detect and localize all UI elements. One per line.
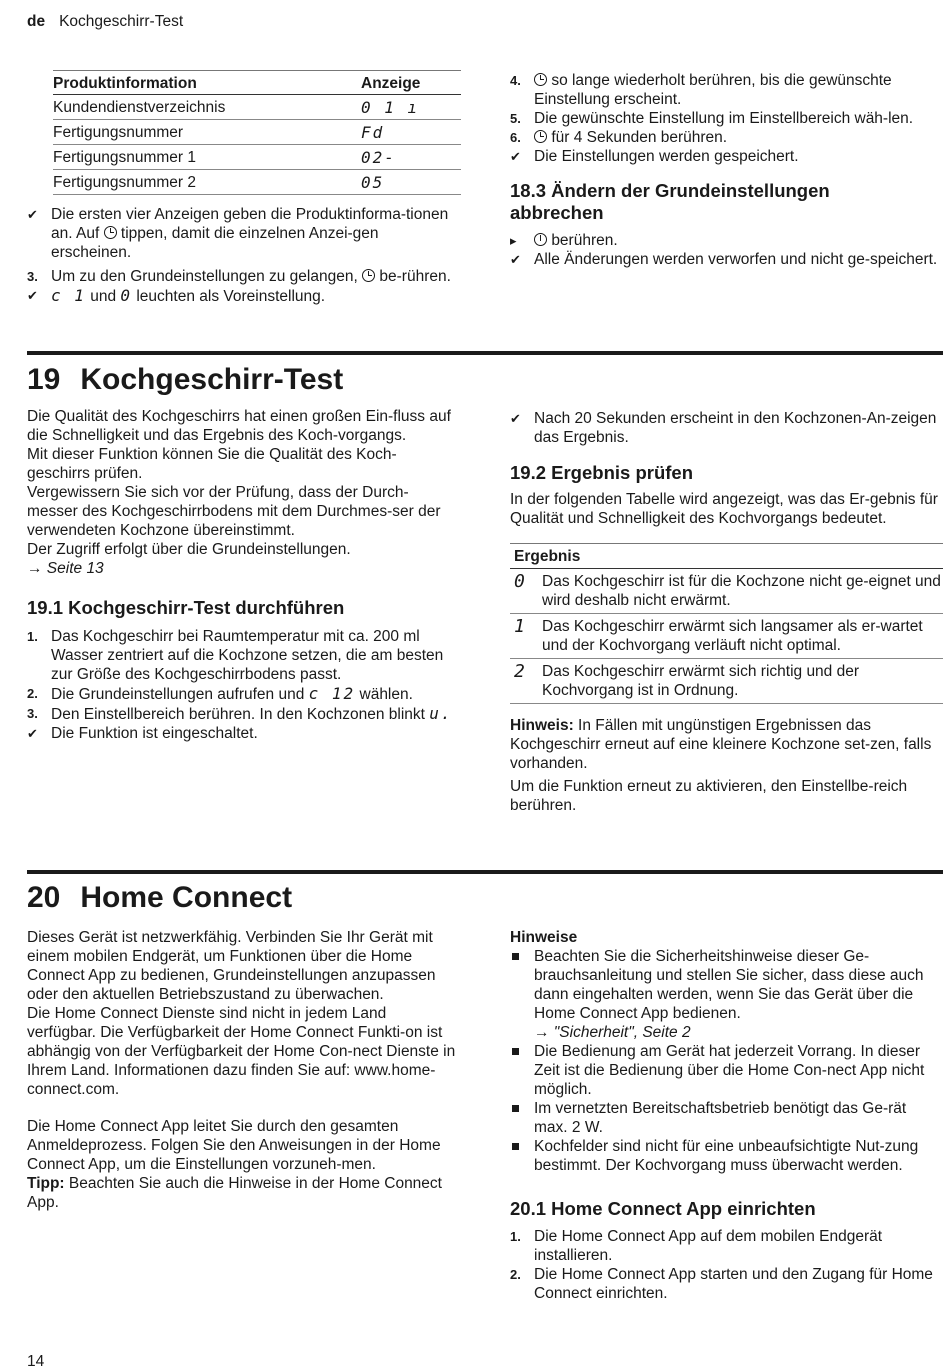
bullet-item: Beachten Sie die Sicherheitshinweise dieser Ge-brauchsanleitung und stellen Sie sicher, dass diese auch dann eingehalten werden, wenn Sie das Gerät über die Home Connect App bedienen. → "Sicherheit", Seite 2 [510, 947, 944, 1042]
table-cell: Fertigungsnummer 2 [53, 170, 361, 195]
result-item: ✔ Die ersten vier Anzeigen geben die Produktinforma-tionen an. Auf tippen, damit die einzelnen Anzei-gen erscheinen. [27, 206, 449, 261]
tip-paragraph: Tipp: Beachten Sie auch die Hinweise in der Home Connect App. [27, 1175, 442, 1211]
paragraph: Der Zugriff erfolgt über die Grundeinstellungen. [27, 541, 351, 558]
step-number: 4. [510, 73, 521, 88]
top-right-column [510, 71, 944, 269]
check-icon: ✔ [27, 726, 38, 741]
section-rule [27, 351, 943, 355]
bullet-item: Die Bedienung am Gerät hat jederzeit Vorrang. In dieser Zeit ist die Bedienung über die Home Con-nect App nicht möglich. [510, 1042, 944, 1099]
clock-icon [534, 130, 547, 143]
bullet-item: Im vernetzten Bereitschaftsbetrieb benötigt das Ge-rät max. 2 W. [510, 1099, 944, 1137]
s19-left-column [27, 407, 457, 743]
paragraph: Vergewissern Sie sich vor der Prüfung, dass der Durch-messer des Kochgeschirrbodens mit dem Durchmes-ser der verwendeten Kochzone übereinstimmt. [27, 484, 441, 539]
language-code: de [27, 13, 46, 30]
step-item: 5. Die gewünschte Einstellung im Einstellbereich wäh-len. [510, 110, 914, 127]
display-symbol: 0 [510, 569, 542, 614]
display-symbol: 05 [361, 170, 461, 195]
arrow-icon: ▸ [510, 233, 517, 248]
step-number: 1. [27, 629, 38, 644]
table-row [53, 170, 461, 195]
paragraph: Um die Funktion erneut zu aktivieren, den Einstellbe-reich berühren. [510, 778, 908, 814]
table-cell: Das Kochgeschirr erwärmt sich langsamer als er-wartet und der Kochvorgang verläuft nicht optimal. [542, 614, 943, 659]
table-row [510, 659, 943, 704]
table-header: Ergebnis [510, 544, 943, 569]
bullet-item: Kochfelder sind nicht für eine unbeaufsichtigte Nut-zung bestimmt. Der Kochvorgang muss überwacht werden. [510, 1137, 944, 1175]
display-symbol: u. [429, 704, 453, 723]
result-item: ✔ Die Einstellungen werden gespeichert. [510, 148, 799, 165]
step-number: 1. [510, 1229, 521, 1244]
result-item: ✔ c 1 und 0 leuchten als Voreinstellung. [27, 286, 326, 305]
page-number: 14 [27, 1353, 45, 1370]
table-cell: Das Kochgeschirr ist für die Kochzone nicht ge-eignet und wird deshalb nicht erwärmt. [542, 569, 943, 614]
bullet-icon [512, 953, 519, 960]
page-reference-link[interactable]: → Seite 13 [27, 560, 104, 577]
display-symbol: 02- [361, 145, 461, 170]
table-header: Anzeige [361, 71, 461, 95]
table-header: Produktinformation [53, 71, 361, 95]
table-cell: Fertigungsnummer [53, 120, 361, 145]
tip-label: Tipp: [27, 1175, 65, 1192]
display-symbol: 0 1 ı [361, 95, 461, 120]
paragraph: Die Home Connect App leitet Sie durch den gesamten Anmeldeprozess. Folgen Sie den Anweisungen in der Home Connect App, um die Einstellungen vorzuneh-men. [27, 1118, 441, 1173]
clock-icon [362, 269, 375, 282]
chapter-title: 19 Kochgeschirr-Test [27, 363, 344, 396]
section-heading: 18.3 Ändern der Grundeinstellungen abbrechen [510, 180, 830, 223]
s20-left-column [27, 928, 459, 1212]
check-icon: ✔ [510, 411, 521, 426]
section-heading: 20.1 Home Connect App einrichten [510, 1198, 816, 1219]
display-symbol: Fd [361, 120, 461, 145]
section-heading: 19.2 Ergebnis prüfen [510, 462, 693, 483]
notes-title: Hinweise [510, 929, 578, 946]
table-cell: Kundendienstverzeichnis [53, 95, 361, 120]
clock-icon [104, 226, 117, 239]
display-symbol: c 12 [308, 684, 356, 703]
paragraph: Dieses Gerät ist netzwerkfähig. Verbinden Sie Ihr Gerät mit einem mobilen Endgerät, um Funktionen über die Home Connect App zu bedienen, Grundeinstellungen anzupassen oder den aktuellen Betriebszustand zu überwachen. [27, 929, 436, 1003]
result-item: ✔ Alle Änderungen werden verworfen und nicht ge-speichert. [510, 251, 938, 268]
step-number: 6. [510, 130, 521, 145]
display-symbol: c 1 [51, 286, 86, 305]
bullet-icon [512, 1048, 519, 1055]
table-row [510, 569, 943, 614]
table-header-row [53, 71, 461, 95]
check-icon: ✔ [510, 149, 521, 164]
step-item: 6. für 4 Sekunden berühren. [510, 129, 728, 146]
bullet-icon [512, 1143, 519, 1150]
step-item: 1. Die Home Connect App auf dem mobilen Endgerät installieren. [510, 1228, 883, 1264]
power-icon [534, 233, 547, 246]
check-icon: ✔ [27, 207, 38, 222]
step-item: 1. Das Kochgeschirr bei Raumtemperatur mit ca. 200 ml Wasser zentriert auf die Kochzone setzen, die am besten zur Größe des Kochgeschirrbodens passt. [27, 628, 444, 683]
product-info-table [53, 70, 461, 195]
s19-right-column [510, 409, 944, 815]
chapter-title: 20 Home Connect [27, 881, 293, 914]
step-item: 3. Um zu den Grundeinstellungen zu gelangen, be-rühren. [27, 268, 451, 285]
check-icon: ✔ [510, 252, 521, 267]
result-item: ✔ Die Funktion ist eingeschaltet. [27, 725, 258, 742]
section-rule [27, 870, 943, 874]
paragraph: In der folgenden Tabelle wird angezeigt, was das Er-gebnis für Qualität und Schnelligkeit des Kochvorgangs bedeutet. [510, 491, 938, 527]
bullet-icon [512, 1105, 519, 1112]
table-cell: Das Kochgeschirr erwärmt sich richtig und der Kochvorgang ist in Ordnung. [542, 659, 943, 704]
step-number: 2. [510, 1267, 521, 1282]
clock-icon [534, 73, 547, 86]
step-item: 2. Die Home Connect App starten und den Zugang für Home Connect einrichten. [510, 1266, 933, 1302]
table-row [53, 120, 461, 145]
top-left-column [27, 70, 467, 306]
table-row [53, 95, 461, 120]
step-item: 4. so lange wiederholt berühren, bis die gewünschte Einstellung erscheint. [510, 72, 892, 108]
check-icon: ✔ [27, 288, 38, 303]
step-number: 3. [27, 706, 38, 721]
display-symbol: 1 [510, 614, 542, 659]
step-number: 2. [27, 686, 38, 701]
page-reference-link[interactable]: → "Sicherheit", Seite 2 [534, 1024, 691, 1041]
result-item: ✔ Nach 20 Sekunden erscheint in den Kochzonen-An-zeigen das Ergebnis. [510, 410, 937, 446]
table-row [510, 614, 943, 659]
table-cell: Fertigungsnummer 1 [53, 145, 361, 170]
step-number: 5. [510, 111, 521, 126]
step-item: 3. Den Einstellbereich berühren. In den Kochzonen blinkt u. [27, 704, 453, 723]
result-table [510, 543, 943, 704]
step-number: 3. [27, 269, 38, 284]
step-item: 2. Die Grundeinstellungen aufrufen und c 12 wählen. [27, 684, 413, 703]
note-paragraph: Hinweis: In Fällen mit ungünstigen Ergebnissen das Kochgeschirr erneut auf eine kleinere Kochzone set-zen, falls vorhanden. [510, 717, 932, 772]
action-item: ▸ berühren. [510, 232, 618, 249]
display-symbol: 0 [120, 286, 133, 305]
paragraph: Mit dieser Funktion können Sie die Qualität des Koch-geschirrs prüfen. [27, 446, 397, 482]
paragraph: Die Qualität des Kochgeschirrs hat einen großen Ein-fluss auf die Schnelligkeit und das Ergebnis des Koch-vorgangs. [27, 408, 451, 444]
note-label: Hinweis: [510, 717, 574, 734]
section-heading: 19.1 Kochgeschirr-Test durchführen [27, 597, 345, 618]
paragraph: Die Home Connect Dienste sind nicht in jedem Land verfügbar. Die Verfügbarkeit der Home Connect Funkti-on ist abhängig von der Verfügbarkeit der Home Con-nect Dienste in Ihrem Land. Informationen dazu finden Sie auf: www.home-connect.com. [27, 1005, 456, 1098]
table-header-row [510, 544, 943, 569]
s20-right-column [510, 928, 944, 1303]
page-header [27, 12, 183, 31]
table-row [53, 145, 461, 170]
display-symbol: 2 [510, 659, 542, 704]
header-title: Kochgeschirr-Test [59, 13, 184, 30]
